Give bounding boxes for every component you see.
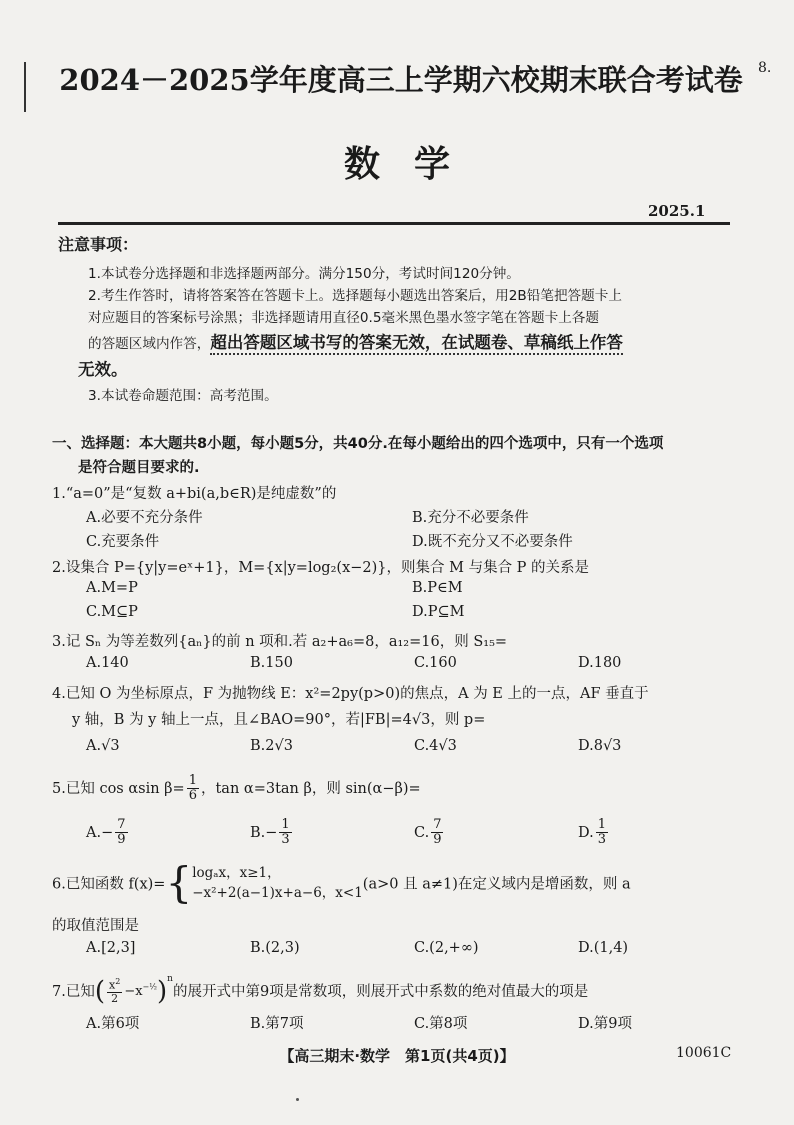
page-dot <box>296 1098 299 1101</box>
q6-option-d: D.(1,4) <box>578 940 629 956</box>
q3-option-b: B.150 <box>250 655 293 671</box>
q5-b-prefix: B.− <box>250 824 278 841</box>
note-2-line-3-plain: 的答题区域内作答， <box>88 336 211 352</box>
q5-d-den: 3 <box>597 832 606 848</box>
q5-b-num: 1 <box>281 817 290 832</box>
margin-line <box>24 62 26 112</box>
q5-d-fraction <box>596 818 608 848</box>
q1-option-a: A.必要不充分条件 <box>86 510 203 526</box>
q4-option-d: D.8√3 <box>578 738 622 754</box>
q3-option-c: C.160 <box>414 655 457 671</box>
q4-stem-line-1: 4.已知 O 为坐标原点，F 为抛物线 E：x²=2py(p>0)的焦点，A 为 E 上的一点，AF 垂直于 <box>52 686 649 702</box>
corner-mark: 8. <box>758 60 772 76</box>
q6-cases <box>192 863 363 904</box>
note-2-line-1: 2.考生作答时，请将答案答在答题卡上。选择题每小题选出答案后，用2B铅笔把答题卡上 <box>88 288 622 304</box>
q2-option-b: B.P∈M <box>412 580 463 596</box>
q1-option-b: B.充分不必要条件 <box>412 510 529 526</box>
subject-title: 数学 <box>343 143 484 185</box>
q5-b-den: 3 <box>281 832 290 848</box>
q1-stem: 1.“a=0”是“复数 a+bi(a,b∈R)是纯虚数”的 <box>52 486 337 502</box>
q2-stem: 2.设集合 P={y|y=eˣ+1}，M={x|y=log₂(x−2)}，则集合 M 与集合 P 的关系是 <box>52 560 590 576</box>
q6-stem <box>52 858 631 907</box>
q5-option-d <box>578 818 610 848</box>
q5-stem-post: ，tan α=3tan β，则 sin(α−β)= <box>200 780 421 797</box>
q5-a-fraction <box>115 818 127 848</box>
q5-d-prefix: D. <box>578 824 594 841</box>
q4-option-b: B.2√3 <box>250 738 293 754</box>
q3-option-a: A.140 <box>86 655 129 671</box>
q4-stem-line-2: y 轴，B 为 y 轴上一点，且∠BAO=90°，若|FB|=4√3，则 p= <box>72 712 486 728</box>
q5-b-fraction <box>279 818 291 848</box>
q6-option-b: B.(2,3) <box>250 940 300 956</box>
q5-c-den: 9 <box>433 832 442 848</box>
q2-option-a: A.M=P <box>86 580 138 596</box>
q6-case-1: logₐx，x≥1， <box>192 864 281 881</box>
q7-option-b: B.第7项 <box>250 1016 304 1032</box>
q1-option-d: D.既不充分又不必要条件 <box>412 534 573 550</box>
q5-option-a <box>86 818 130 848</box>
q5-c-num: 7 <box>433 817 442 832</box>
q7-stem-pre: 7.已知 <box>52 983 95 1000</box>
note-2-emphasis: 超出答题区域书写的答案无效，在试题卷、草稿纸上作答 <box>210 333 623 355</box>
note-2-line-2: 对应题目的答案标号涂黑；非选择题请用直径0.5毫米黑色墨水签字笔在答题卡上各题 <box>88 310 599 326</box>
q5-c-fraction <box>431 818 443 848</box>
q6-stem-post: (a>0 且 a≠1)在定义域内是增函数，则 a <box>362 876 631 893</box>
q5-c-prefix: C. <box>414 824 430 841</box>
q5-a-den: 9 <box>117 832 126 848</box>
note-1: 1.本试卷分选择题和非选择题两部分。满分150分，考试时间120分钟。 <box>88 266 520 282</box>
q7-binomial: ( $\frac{x^2}{2}$ $-x^{-\frac{1}{2}})^n$ <box>94 974 173 1007</box>
exam-date: 2025.1 <box>648 202 706 220</box>
q2-option-c: C.M⊆P <box>86 604 138 620</box>
q5-option-c <box>414 818 445 848</box>
q6-option-c: C.(2,+∞) <box>414 940 479 956</box>
section-1-heading-cont: 是符合题目要求的. <box>78 460 200 476</box>
q4-option-c: C.4√3 <box>414 738 457 754</box>
q5-frac-num: 1 <box>188 773 197 788</box>
q5-d-num: 1 <box>597 817 606 832</box>
q5-stem <box>52 774 421 804</box>
q5-frac-den: 6 <box>188 788 197 804</box>
q5-a-num: 7 <box>117 817 126 832</box>
note-2-line-4: 无效。 <box>78 360 128 379</box>
section-1-heading: 一、选择题：本大题共8小题，每小题5分，共40分.在每小题给出的四个选项中，只有一个选项 <box>52 436 664 452</box>
q5-stem-pre: 5.已知 cos αsin β= <box>52 780 185 797</box>
notes-heading: 注意事项： <box>58 235 139 254</box>
note-2-line-3 <box>88 329 623 353</box>
q7-option-a: A.第6项 <box>86 1016 140 1032</box>
q6-option-a: A.[2,3] <box>86 940 136 956</box>
q7-stem-post: 的展开式中第9项是常数项，则展开式中系数的绝对值最大的项是 <box>172 983 589 1000</box>
q7-option-c: C.第8项 <box>414 1016 468 1032</box>
paper-code: 10061C <box>676 1045 732 1061</box>
q5-option-b <box>250 818 294 848</box>
q4-option-a: A.√3 <box>86 738 120 754</box>
page-footer: 【高三期末·数学 第1页(共4页)】 <box>279 1047 515 1065</box>
q7-stem <box>52 974 588 1007</box>
q6-stem-pre: 6.已知函数 f(x)= <box>52 876 166 893</box>
note-3: 3.本试卷命题范围：高考范围。 <box>88 388 278 404</box>
header-rule <box>58 222 730 225</box>
q6-brace: { <box>165 858 193 907</box>
q3-option-d: D.180 <box>578 655 622 671</box>
q2-option-d: D.P⊆M <box>412 604 465 620</box>
q3-stem: 3.记 Sₙ 为等差数列{aₙ}的前 n 项和.若 a₂+a₆=8，a₁₂=16，则 S₁₅= <box>52 634 508 650</box>
q1-option-c: C.充要条件 <box>86 534 160 550</box>
q6-case-2: −x²+2(a−1)x+a−6，x<1 <box>192 885 363 901</box>
q6-stem-line-2: 的取值范围是 <box>52 918 139 934</box>
q5-a-prefix: A.− <box>86 824 114 841</box>
q5-fraction <box>187 774 199 804</box>
q7-option-d: D.第9项 <box>578 1016 632 1032</box>
exam-title: 2024－2025学年度高三上学期六校期末联合考试卷 <box>59 63 743 97</box>
